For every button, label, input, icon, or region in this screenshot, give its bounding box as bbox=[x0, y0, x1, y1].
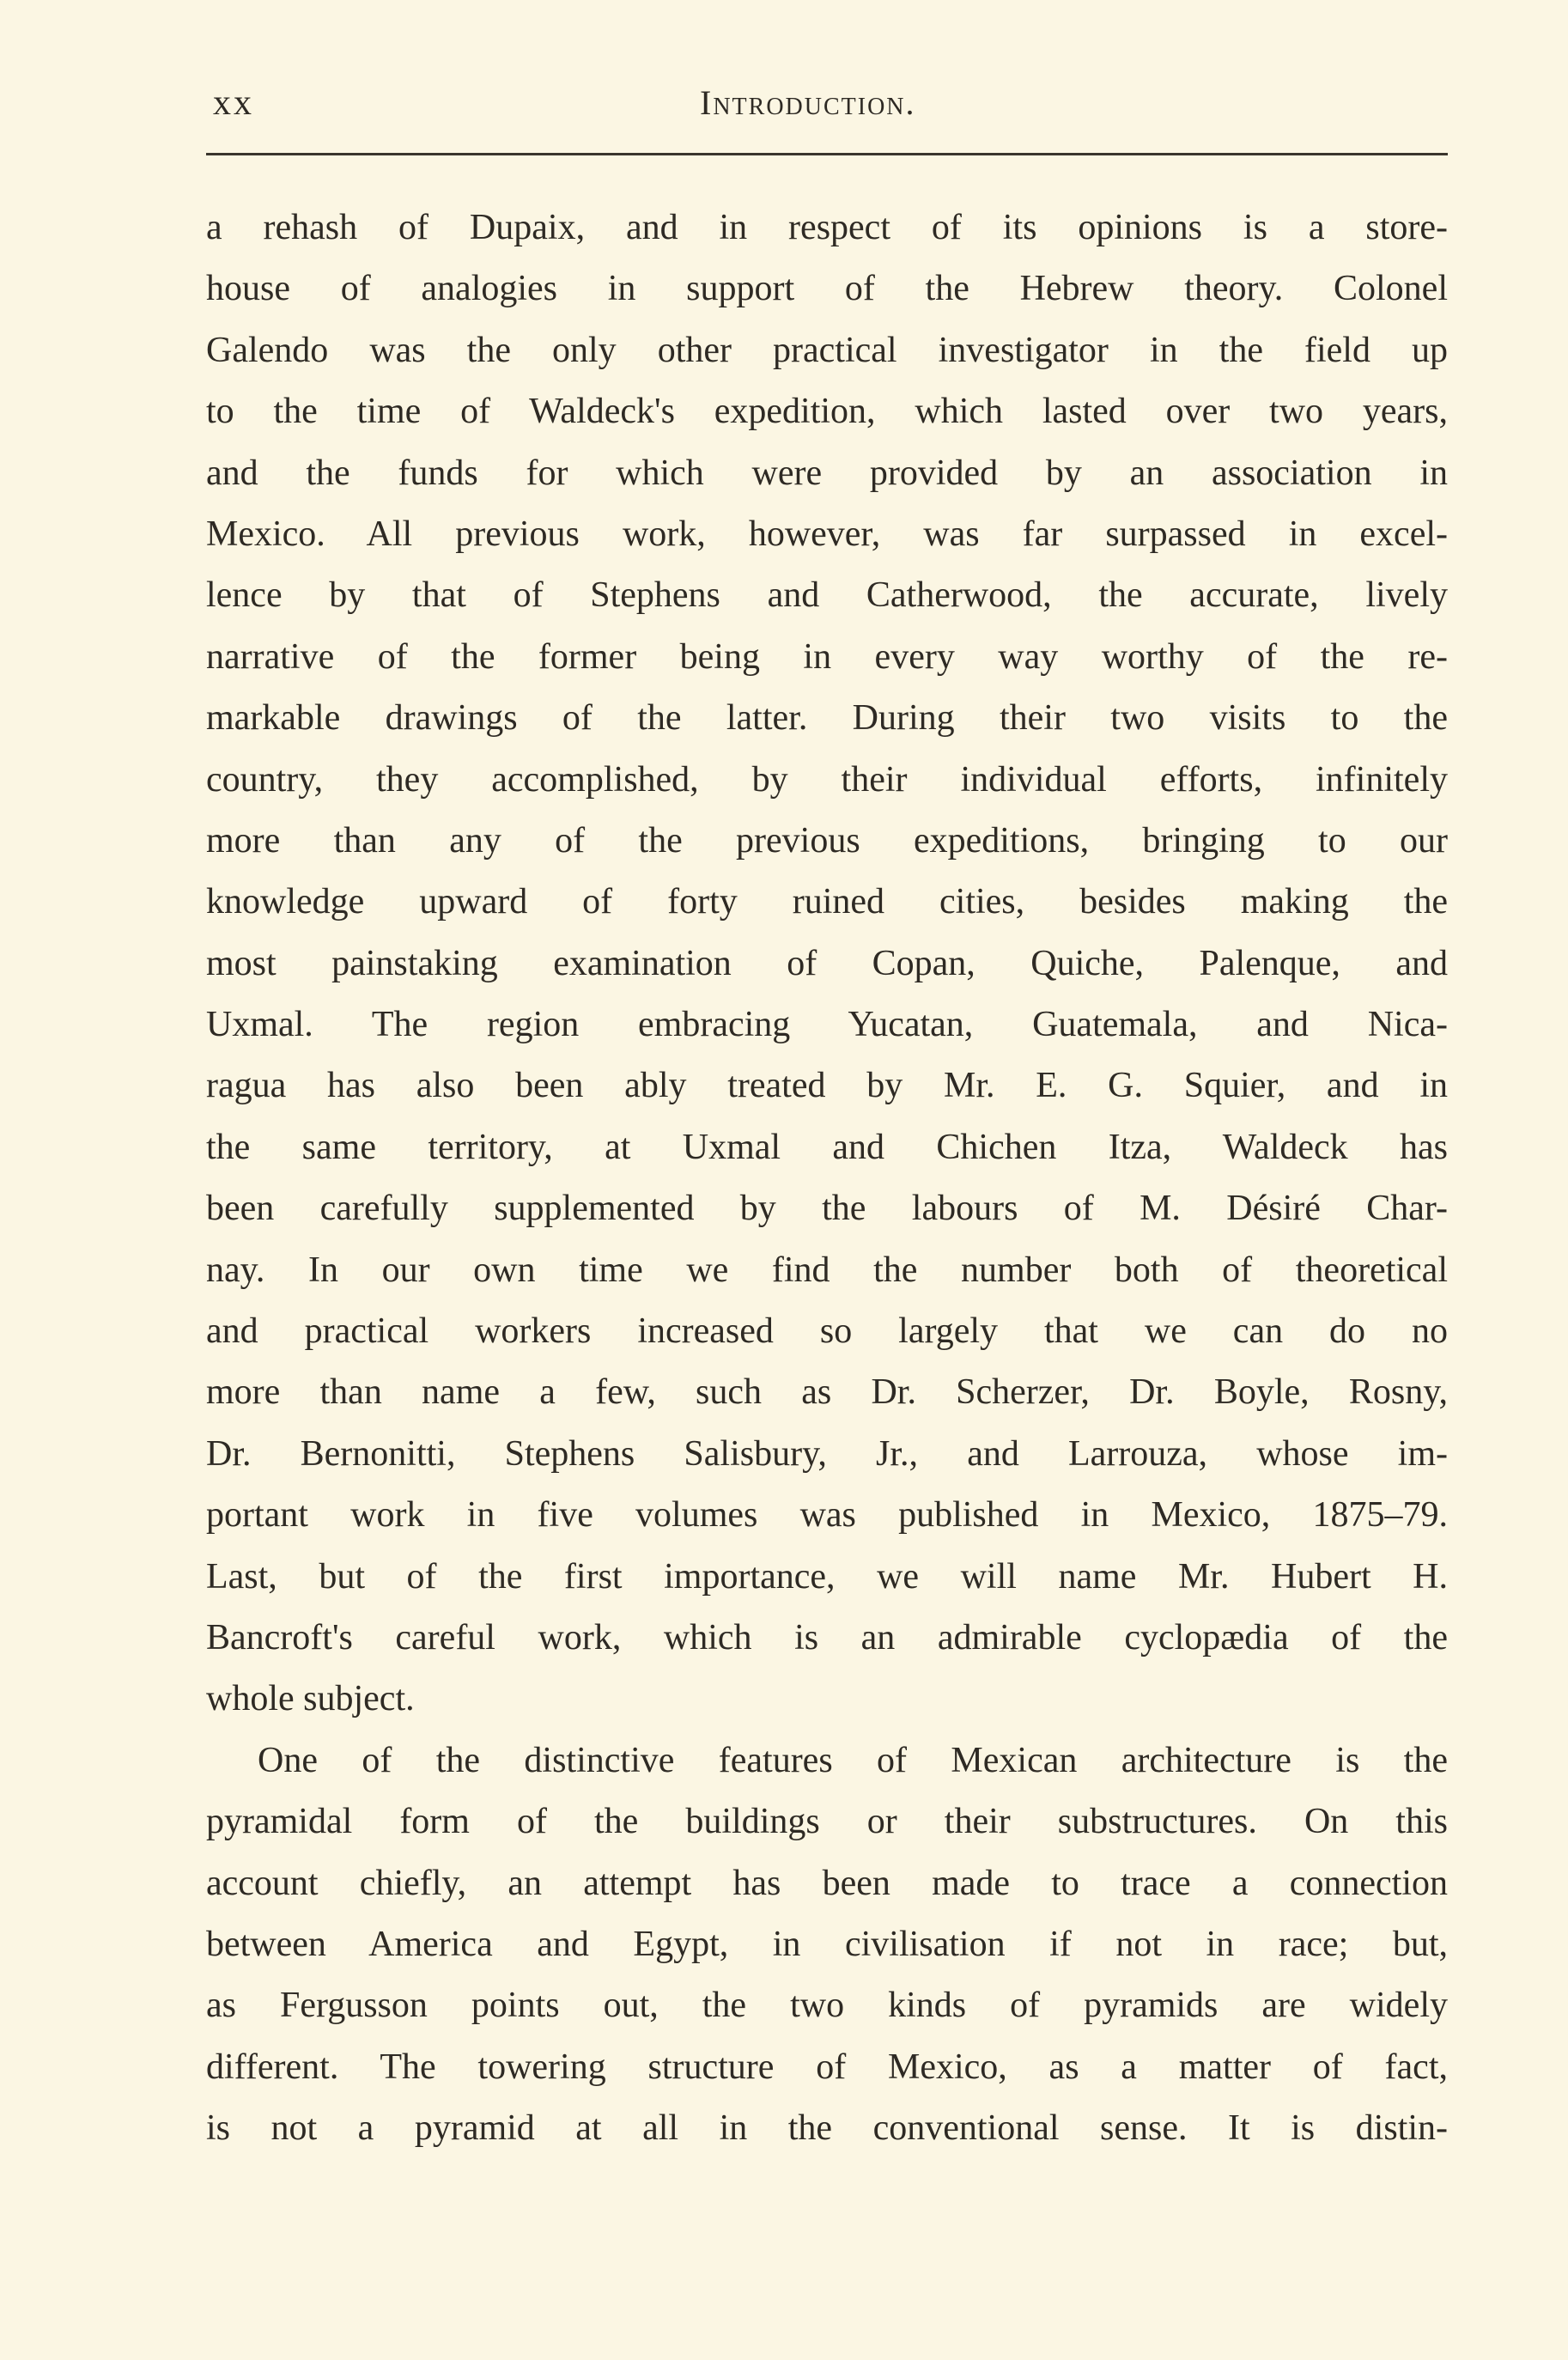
text-line: Last, but of the first importance, we will name Mr. Hubert H. bbox=[206, 1556, 1448, 1597]
text-line: Dr. Bernonitti, Stephens Salisbury, Jr., and Larrouza, whose im- bbox=[206, 1433, 1448, 1474]
text-line: Uxmal. The region embracing Yucatan, Guatemala, and Nica- bbox=[206, 1005, 1448, 1045]
header-rule bbox=[206, 153, 1448, 155]
body-text bbox=[206, 198, 1448, 2160]
text-line: markable drawings of the latter. During their two visits to the bbox=[206, 698, 1448, 739]
text-line: different. The towering structure of Mexico, as a matter of fact, bbox=[206, 2047, 1448, 2087]
text-line: One of the distinctive features of Mexican architecture is the bbox=[258, 1740, 1448, 1780]
text-line: and practical workers increased so largely that we can do no bbox=[206, 1311, 1448, 1352]
page-header bbox=[206, 82, 1448, 134]
text-line: and the funds for which were provided by an association in bbox=[206, 453, 1448, 493]
running-head: Introduction. bbox=[700, 83, 916, 122]
text-line: nay. In our own time we find the number both of theoretical bbox=[206, 1250, 1448, 1290]
text-line: most painstaking examination of Copan, Quiche, Palenque, and bbox=[206, 943, 1448, 983]
text-line: is not a pyramid at all in the conventional sense. It is distin- bbox=[206, 2108, 1448, 2149]
text-line: as Fergusson points out, the two kinds of pyramids are widely bbox=[206, 1986, 1448, 2026]
page-number: xx bbox=[213, 83, 254, 123]
text-line: more than any of the previous expeditions, bringing to our bbox=[206, 820, 1448, 861]
text-line: lence by that of Stephens and Catherwood, the accurate, lively bbox=[206, 575, 1448, 616]
text-line: house of analogies in support of the Hebrew theory. Colonel bbox=[206, 269, 1448, 309]
text-line: more than name a few, such as Dr. Scherzer, Dr. Boyle, Rosny, bbox=[206, 1372, 1448, 1413]
text-line: the same territory, at Uxmal and Chichen Itza, Waldeck has bbox=[206, 1127, 1448, 1167]
text-line: pyramidal form of the buildings or their substructures. On this bbox=[206, 1802, 1448, 1842]
text-line: Bancroft's careful work, which is an admirable cyclopædia of the bbox=[206, 1617, 1448, 1657]
text-line: portant work in five volumes was published in Mexico, 1875–79. bbox=[206, 1495, 1448, 1536]
text-line: knowledge upward of forty ruined cities, besides making the bbox=[206, 882, 1448, 922]
text-line: Mexico. All previous work, however, was far surpassed in excel- bbox=[206, 514, 1448, 554]
text-line: been carefully supplemented by the labours of M. Désiré Char- bbox=[206, 1189, 1448, 1229]
text-line: ragua has also been ably treated by Mr. E. G. Squier, and in bbox=[206, 1066, 1448, 1106]
text-line: to the time of Waldeck's expedition, which lasted over two years, bbox=[206, 392, 1448, 432]
text-line: whole subject. bbox=[206, 1679, 415, 1719]
text-line: Galendo was the only other practical investigator in the field up bbox=[206, 330, 1448, 370]
text-line: narrative of the former being in every way worthy of the re- bbox=[206, 636, 1448, 677]
text-line: between America and Egypt, in civilisation if not in race; but, bbox=[206, 1924, 1448, 1964]
text-line: a rehash of Dupaix, and in respect of its opinions is a store- bbox=[206, 208, 1448, 247]
text-line: country, they accomplished, by their individual efforts, infinitely bbox=[206, 759, 1448, 800]
text-line: account chiefly, an attempt has been made to trace a connection bbox=[206, 1863, 1448, 1903]
